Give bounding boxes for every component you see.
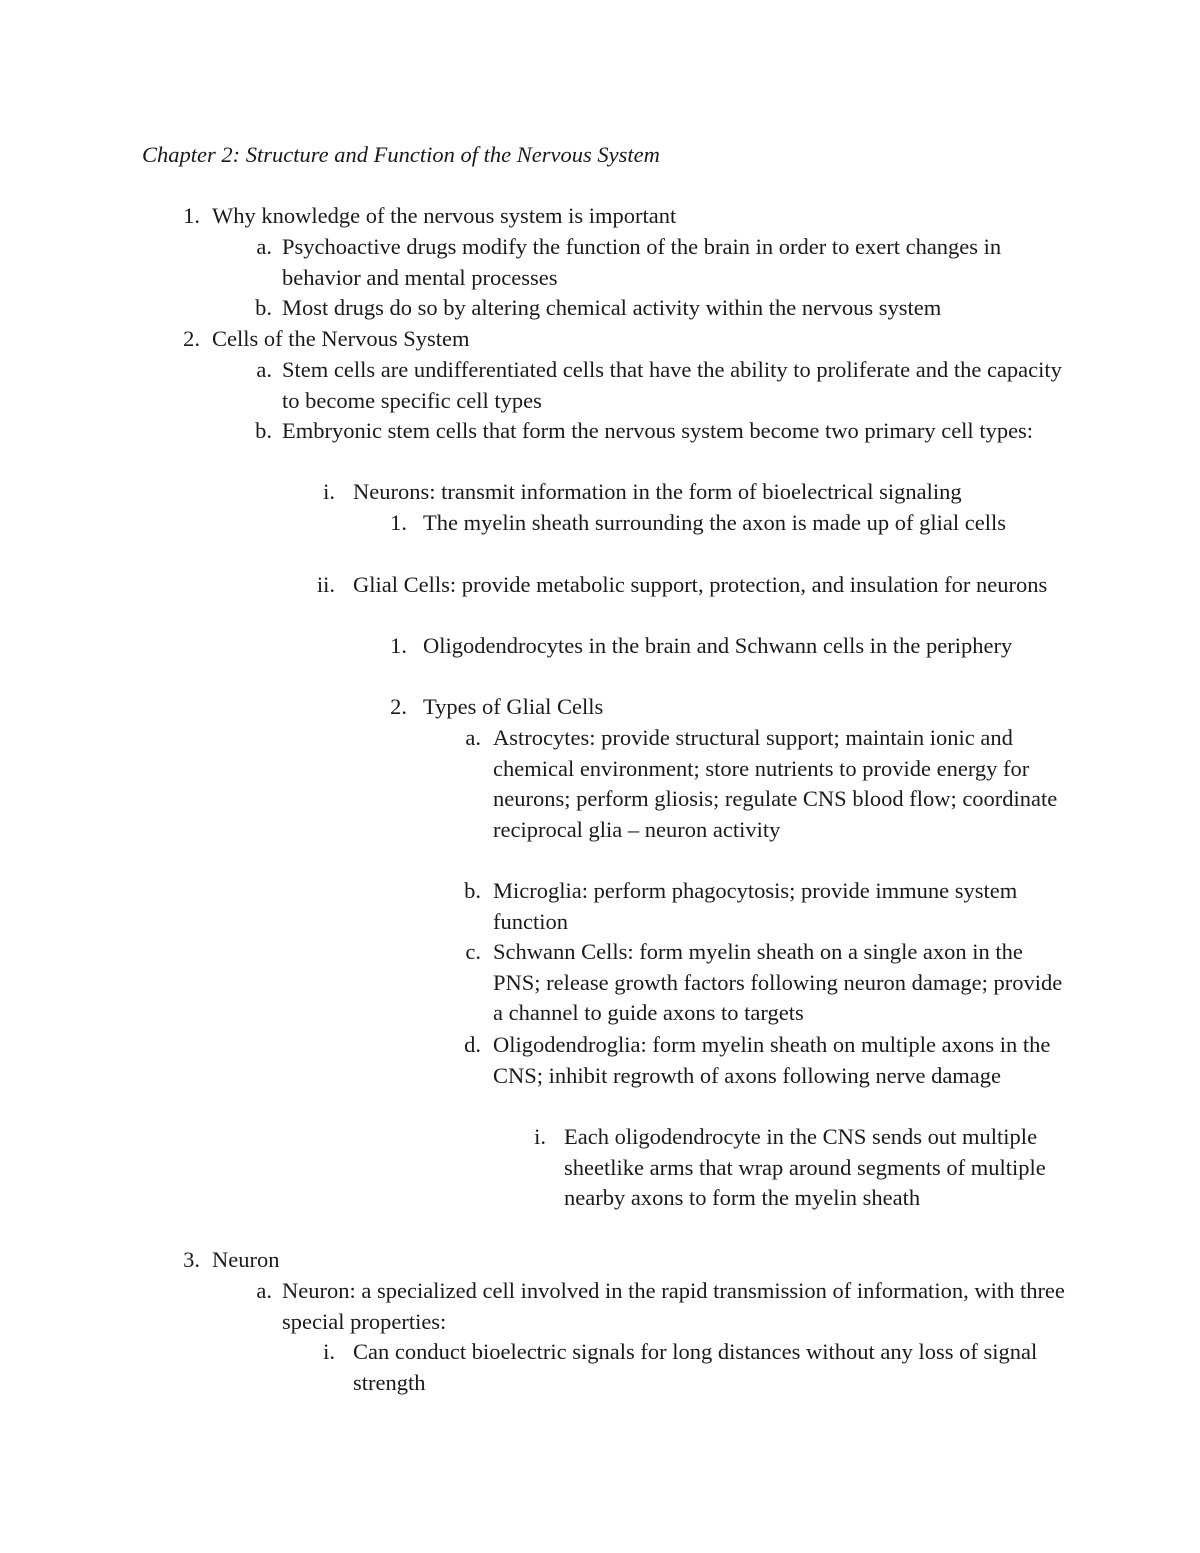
list-marker: a. [465, 725, 481, 750]
list-item-text: Cells of the Nervous System [212, 326, 470, 351]
list-marker: i. [534, 1124, 546, 1149]
list-item-2b [255, 416, 1072, 447]
list-item-oligodendroglia [464, 1030, 1072, 1091]
list-marker: 3. [183, 1247, 200, 1272]
list-item-3 [183, 1245, 1072, 1276]
list-item-text: Astrocytes: provide structural support; maintain ionic and chemical environment; store nutrients to provide energy for neurons; perform gliosis; regulate CNS blood flow; coordinate reciprocal glia – neuron activity [493, 725, 1058, 842]
list-marker: b. [464, 878, 481, 903]
list-item-1b [255, 293, 1072, 324]
list-marker: a. [256, 1278, 272, 1303]
list-marker: i. [323, 1339, 335, 1364]
list-marker: 1. [390, 633, 407, 658]
list-item-schwann-cells [465, 937, 1072, 1029]
list-marker: a. [256, 357, 272, 382]
list-marker: d. [464, 1032, 481, 1057]
list-item-text: Microglia: perform phagocytosis; provide immune system function [493, 878, 1018, 934]
list-item-text: Psychoactive drugs modify the function of the brain in order to exert changes in behavior and mental processes [282, 234, 1002, 290]
list-marker: i. [323, 479, 335, 504]
list-item-2b-ii-2 [390, 692, 1072, 723]
list-item-text: Oligodendrocytes in the brain and Schwann cells in the periphery [423, 633, 1013, 658]
list-item-2b-ii-1 [390, 631, 1072, 662]
list-item-astrocytes [465, 723, 1072, 845]
list-item-3a [256, 1276, 1072, 1337]
list-marker: 1. [183, 203, 200, 228]
list-marker: b. [255, 295, 272, 320]
list-item-2b-i [323, 477, 1072, 508]
list-item-text: Neurons: transmit information in the form of bioelectrical signaling [353, 479, 962, 504]
list-item-1 [183, 201, 1072, 232]
list-marker: b. [255, 418, 272, 443]
list-item-2b-i-1 [390, 508, 1072, 539]
list-item-oligodendrocyte-detail [534, 1122, 1072, 1214]
list-item-text: Most drugs do so by altering chemical activity within the nervous system [282, 295, 942, 320]
page-title: Chapter 2: Structure and Function of the Nervous System [142, 142, 660, 167]
list-item-1a [256, 232, 1072, 293]
list-item-3a-i [323, 1337, 1072, 1398]
list-item-text: Types of Glial Cells [423, 694, 604, 719]
list-item-text: Embryonic stem cells that form the nervous system become two primary cell types: [282, 418, 1034, 443]
list-item-microglia [464, 876, 1072, 937]
list-item-text: Schwann Cells: form myelin sheath on a single axon in the PNS; release growth factors following neuron damage; provide a channel to guide axons to targets [493, 939, 1063, 1025]
list-marker: c. [465, 939, 481, 964]
list-marker: 1. [390, 510, 407, 535]
list-item-text: The myelin sheath surrounding the axon is made up of glial cells [423, 510, 1006, 535]
list-item-2b-ii [316, 570, 1072, 601]
list-item-text: Glial Cells: provide metabolic support, protection, and insulation for neurons [353, 572, 1048, 597]
list-item-text: Neuron: a specialized cell involved in the rapid transmission of information, with three special properties: [282, 1278, 1065, 1334]
list-item-2 [183, 324, 1072, 355]
list-marker: ii. [316, 572, 335, 597]
list-item-text: Why knowledge of the nervous system is important [212, 203, 677, 228]
list-item-text: Can conduct bioelectric signals for long distances without any loss of signal strength [353, 1339, 1038, 1395]
list-marker: a. [256, 234, 272, 259]
list-item-2a [256, 355, 1072, 416]
list-item-text: Each oligodendrocyte in the CNS sends out multiple sheetlike arms that wrap around segments of multiple nearby axons to form the myelin sheath [564, 1124, 1046, 1210]
list-item-text: Oligodendroglia: form myelin sheath on multiple axons in the CNS; inhibit regrowth of axons following nerve damage [493, 1032, 1051, 1088]
list-item-text: Stem cells are undifferentiated cells that have the ability to proliferate and the capacity to become specific cell types [282, 357, 1062, 413]
list-marker: 2. [390, 694, 407, 719]
list-marker: 2. [183, 326, 200, 351]
list-item-text: Neuron [212, 1247, 280, 1272]
